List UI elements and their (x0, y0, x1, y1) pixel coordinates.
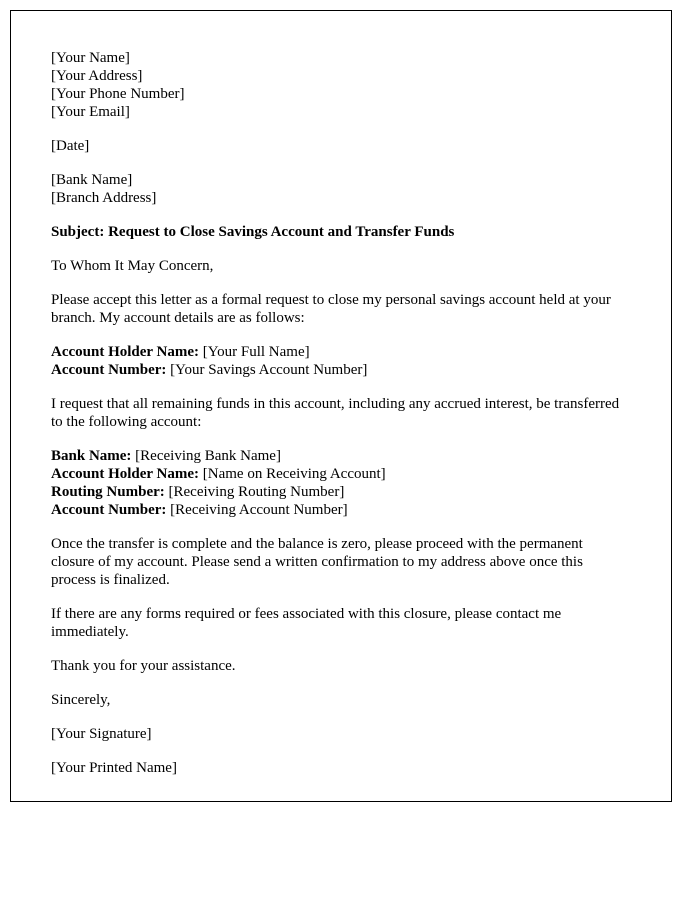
detail-label: Account Number: (51, 362, 167, 378)
detail-value: [Name on Receiving Account] (202, 466, 386, 482)
printed-name-placeholder: [Your Printed Name] (51, 760, 177, 776)
detail-value: [Receiving Routing Number] (168, 484, 345, 500)
subject-line: Subject: Request to Close Savings Account and Transfer Funds (51, 224, 455, 240)
detail-value: [Your Full Name] (202, 344, 310, 360)
detail-value: [Your Savings Account Number] (170, 362, 368, 378)
recipient-branch-address: [Branch Address] (51, 190, 157, 206)
sender-name: [Your Name] (51, 50, 130, 66)
paragraph-fees: If there are any forms required or fees associated with this closure, please contact me immediately. (51, 606, 562, 640)
paragraph-transfer: I request that all remaining funds in this account, including any accrued interest, be transferred to the following account: (51, 396, 620, 430)
sender-phone: [Your Phone Number] (51, 86, 185, 102)
date-block (51, 137, 626, 155)
signature-placeholder: [Your Signature] (51, 726, 152, 742)
paragraph-closure: Once the transfer is complete and the balance is zero, please proceed with the permanent closure of my account. Please send a written confirmation to my address above once this process is finalized. (51, 536, 583, 588)
closing: Sincerely, (51, 692, 111, 708)
sender-email: [Your Email] (51, 104, 130, 120)
letter-container (10, 10, 672, 802)
detail-label: Account Holder Name: (51, 344, 200, 360)
detail-row (51, 361, 626, 379)
detail-row (51, 447, 626, 465)
recipient-bank-name: [Bank Name] (51, 172, 133, 188)
detail-value: [Receiving Bank Name] (135, 448, 281, 464)
paragraph-thanks: Thank you for your assistance. (51, 658, 236, 674)
sender-block (51, 49, 626, 121)
sender-address: [Your Address] (51, 68, 143, 84)
letter-date: [Date] (51, 138, 90, 154)
detail-label: Routing Number: (51, 484, 165, 500)
detail-row (51, 483, 626, 501)
receiving-details-block (51, 447, 626, 519)
recipient-block (51, 171, 626, 207)
salutation: To Whom It May Concern, (51, 258, 214, 274)
paragraph-request: Please accept this letter as a formal request to close my personal savings account held at your branch. My account details are as follows: (51, 292, 611, 326)
detail-row (51, 501, 626, 519)
detail-row (51, 343, 626, 361)
account-details-block (51, 343, 626, 379)
detail-label: Account Number: (51, 502, 167, 518)
detail-label: Account Holder Name: (51, 466, 200, 482)
detail-label: Bank Name: (51, 448, 132, 464)
detail-value: [Receiving Account Number] (170, 502, 348, 518)
detail-row (51, 465, 626, 483)
